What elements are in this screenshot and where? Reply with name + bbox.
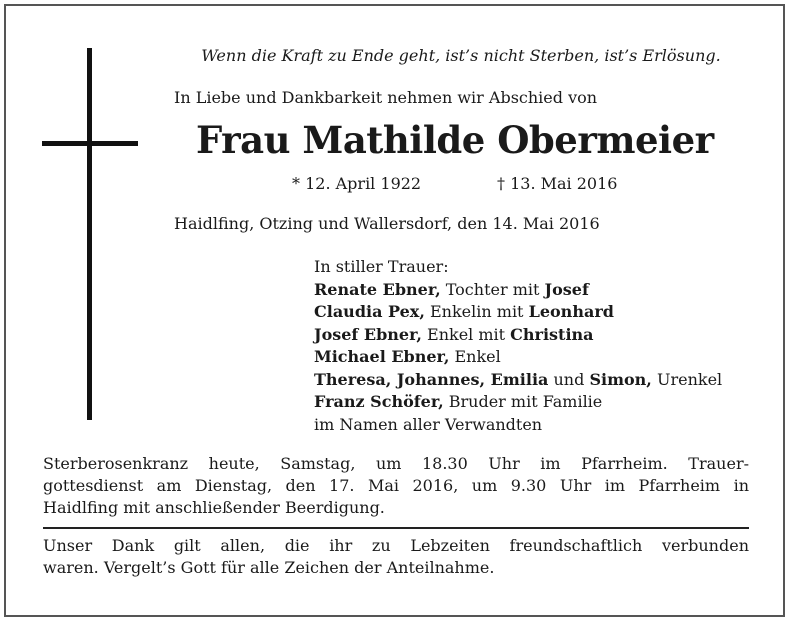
mourner-partner: Josef (544, 279, 589, 299)
mourner-relation: und (548, 369, 590, 389)
intro-text: In Liebe und Dankbarkeit nehmen wir Abschied von (174, 88, 598, 107)
birth-date: * 12. April 1922 (292, 174, 422, 193)
mourner-line (314, 369, 722, 392)
mourner-partner: Christina (510, 324, 594, 344)
deceased-name: Frau Mathilde Obermeier (196, 118, 714, 162)
mourner-relation: Tochter mit (440, 279, 545, 299)
motto-text: Wenn die Kraft zu Ende geht, ist’s nicht Sterben, ist’s Erlösung. (201, 46, 721, 65)
mourner-relation: Enkel (449, 347, 501, 366)
thanks-line: waren. Vergelt’s Gott für alle Zeichen der Anteilnahme. (43, 558, 495, 577)
mourner-name: Josef Ebner, (314, 324, 422, 344)
mourner-relation: Urenkel (651, 369, 723, 389)
mourner-relation: Enkelin mit (424, 302, 529, 321)
mourner-relation: Enkel mit (421, 324, 511, 344)
mourners-heading: In stiller Trauer: (314, 257, 449, 276)
rosary-line: Sterberosenkranz heute, Samstag, um 18.30 Uhr im Pfarrheim. Trauer- (43, 454, 749, 473)
mourner-line (314, 279, 722, 302)
mourner-line (314, 346, 722, 369)
thanks-notice (43, 535, 749, 579)
mourner-partner: Simon, (589, 369, 652, 389)
mourner-name: Franz Schöfer, (314, 392, 444, 411)
mourner-relation: Bruder mit Familie (443, 392, 603, 411)
mourner-line (314, 324, 722, 347)
mourner-name: Claudia Pex, (314, 302, 425, 321)
rosary-notice (43, 453, 749, 519)
rosary-line: gottesdienst am Dienstag, den 17. Mai 2016, um 9.30 Uhr im Pfarrheim in (43, 476, 749, 495)
mourner-line (314, 391, 722, 414)
death-date: † 13. Mai 2016 (497, 174, 618, 193)
cross-icon-bar (42, 141, 138, 146)
divider (43, 527, 749, 529)
mourner-name: Theresa, Johannes, Emilia (314, 369, 549, 389)
mourner-name: Renate Ebner, (314, 279, 441, 299)
mourner-partner: Leonhard (528, 302, 614, 321)
rosary-line: Haidlfing mit anschließender Beerdigung. (43, 498, 385, 517)
mourners-list (314, 256, 722, 436)
mourner-line (314, 301, 722, 324)
thanks-line: Unser Dank gilt allen, die ihr zu Lebzeiten freundschaftlich verbunden (43, 536, 749, 555)
mourner-name: Michael Ebner, (314, 347, 450, 366)
cross-icon (87, 48, 92, 420)
place-and-date: Haidlfing, Otzing und Wallersdorf, den 14. Mai 2016 (174, 214, 600, 233)
mourners-closing: im Namen aller Verwandten (314, 414, 543, 434)
